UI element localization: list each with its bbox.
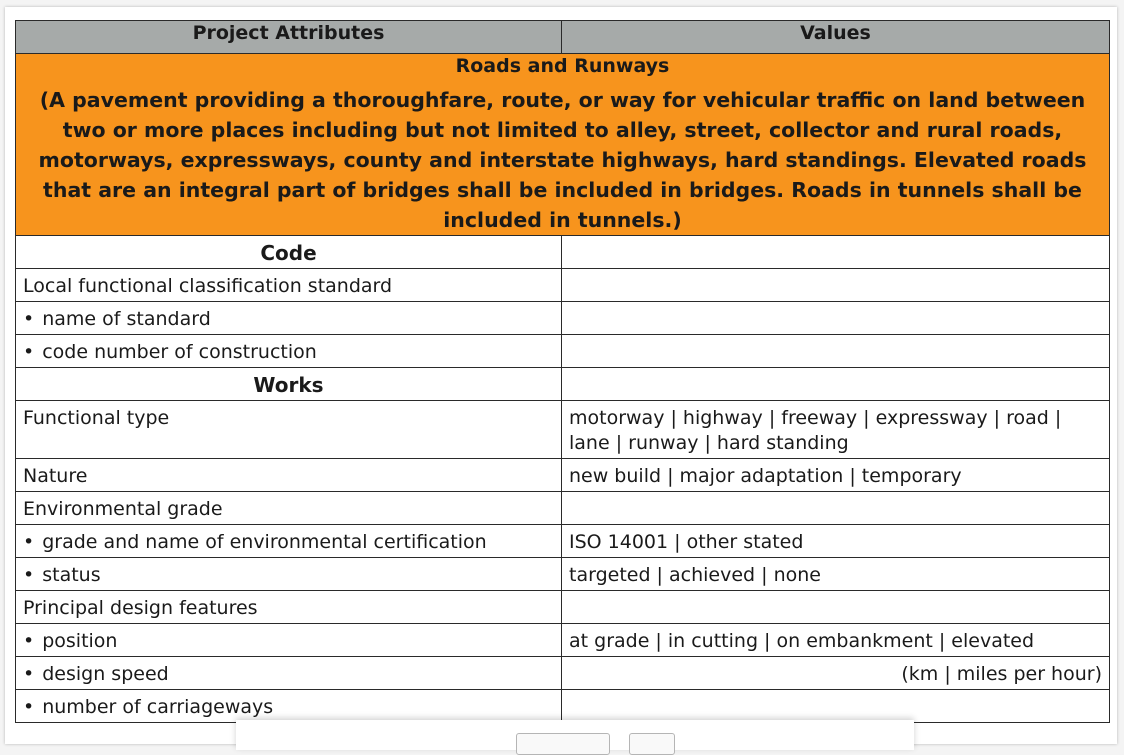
header-project-attributes: Project Attributes xyxy=(16,21,562,54)
bullet-item: • status xyxy=(23,564,101,586)
category-description: (A pavement providing a thoroughfare, route, or way for vehicular traffic on land between two or more places including but not limited to alley, street, collector and rural roads, motorways, expressways, county and interstate highways, hard standings. Elevated roads that are an integral part of bridges shall be included in bridges. Roads in tunnels shall be included in tunnels.) xyxy=(38,88,1087,232)
category-title: Roads and Runways xyxy=(455,55,670,77)
table-row xyxy=(16,624,1110,657)
attribute-cell: Principal design features xyxy=(16,591,562,624)
table-row xyxy=(16,302,1110,335)
table-row xyxy=(16,335,1110,368)
category-banner xyxy=(16,54,1110,236)
section-label: Code xyxy=(16,236,562,269)
value-cell: motorway | highway | freeway | expressway | road | lane | runway | hard standing xyxy=(562,401,1110,459)
table-row xyxy=(16,558,1110,591)
category-banner-row xyxy=(16,54,1110,236)
table-row-section-code xyxy=(16,236,1110,269)
floating-toolbar xyxy=(236,720,914,750)
table-row-section-works xyxy=(16,368,1110,401)
bullet-item: • grade and name of environmental certification xyxy=(23,531,487,553)
attribute-cell: Nature xyxy=(16,459,562,492)
value-cell xyxy=(562,269,1110,302)
attribute-cell xyxy=(16,624,562,657)
value-cell xyxy=(562,492,1110,525)
attribute-cell xyxy=(16,690,562,723)
attribute-cell xyxy=(16,558,562,591)
table-row xyxy=(16,459,1110,492)
value-cell xyxy=(562,335,1110,368)
toolbar-button[interactable] xyxy=(629,733,675,755)
bullet-item: • number of carriageways xyxy=(23,696,273,718)
value-cell xyxy=(562,236,1110,269)
bullet-item: • position xyxy=(23,630,117,652)
table-row xyxy=(16,591,1110,624)
attribute-cell xyxy=(16,335,562,368)
project-attributes-table xyxy=(15,20,1110,723)
table-row xyxy=(16,690,1110,723)
attribute-cell xyxy=(16,525,562,558)
attribute-cell: Functional type xyxy=(16,401,562,459)
attribute-cell: Local functional classification standard xyxy=(16,269,562,302)
header-values: Values xyxy=(562,21,1110,54)
toolbar-button[interactable] xyxy=(516,733,610,755)
value-cell: at grade | in cutting | on embankment | elevated xyxy=(562,624,1110,657)
document-page xyxy=(5,7,1117,744)
table-row xyxy=(16,525,1110,558)
bullet-item: • design speed xyxy=(23,663,169,685)
value-cell: (km | miles per hour) xyxy=(562,657,1110,690)
bullet-item: • name of standard xyxy=(23,308,211,330)
attribute-cell xyxy=(16,302,562,335)
value-cell: ISO 14001 | other stated xyxy=(562,525,1110,558)
table-row xyxy=(16,269,1110,302)
table-row xyxy=(16,657,1110,690)
table-header-row xyxy=(16,21,1110,54)
value-cell: targeted | achieved | none xyxy=(562,558,1110,591)
value-cell xyxy=(562,690,1110,723)
value-cell xyxy=(562,591,1110,624)
table-row xyxy=(16,401,1110,459)
attribute-cell xyxy=(16,657,562,690)
section-label: Works xyxy=(16,368,562,401)
value-cell xyxy=(562,368,1110,401)
value-cell: new build | major adaptation | temporary xyxy=(562,459,1110,492)
bullet-item: • code number of construction xyxy=(23,341,317,363)
table-row xyxy=(16,492,1110,525)
attribute-cell: Environmental grade xyxy=(16,492,562,525)
value-cell xyxy=(562,302,1110,335)
